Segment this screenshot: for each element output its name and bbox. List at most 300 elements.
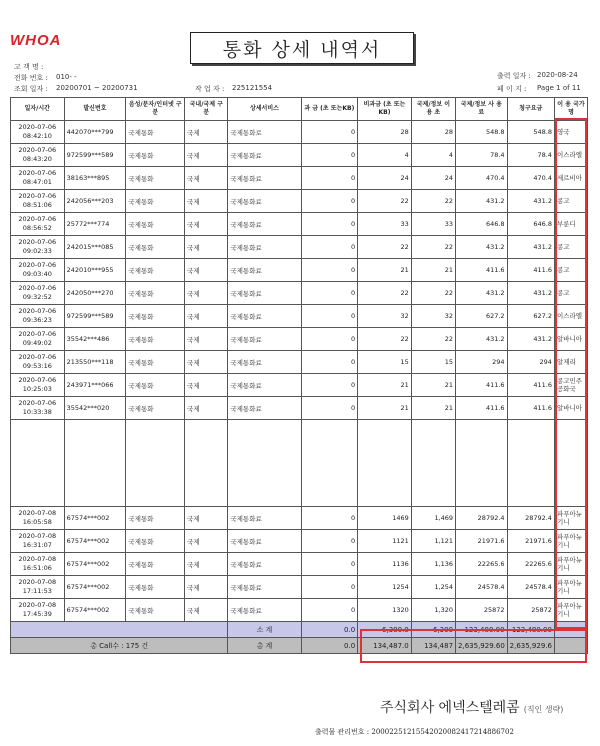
table-row	[11, 397, 588, 420]
country-cell: 이스라엘	[554, 305, 587, 328]
column-header: 과 금 (초 또는KB)	[301, 98, 358, 121]
call-type-cell: 국제통화	[126, 167, 185, 190]
country-cell: 콩고	[554, 259, 587, 282]
service-cell: 국제통화료	[228, 259, 301, 282]
summary-fee: 123,480.00	[456, 622, 508, 638]
call-type-cell: 국제통화	[126, 213, 185, 236]
table-row	[11, 282, 588, 305]
company-name	[380, 697, 563, 717]
intl-fee-cell: 22265.6	[456, 553, 508, 576]
datetime-cell	[11, 553, 65, 576]
table-row	[11, 530, 588, 553]
empty-cell	[507, 420, 554, 507]
charged-cell: 0	[301, 553, 358, 576]
service-cell: 국제통화료	[228, 397, 301, 420]
charged-cell: 0	[301, 282, 358, 305]
call-time: 08:43:20	[22, 155, 52, 163]
call-type-cell: 국제통화	[126, 121, 185, 144]
service-cell: 국제통화료	[228, 328, 301, 351]
call-date: 2020-07-06	[18, 169, 57, 177]
billed-amount-cell: 431.2	[507, 328, 554, 351]
service-cell: 국제통화료	[228, 190, 301, 213]
company-logo: WHOA	[10, 32, 62, 49]
call-date: 2020-07-06	[18, 330, 57, 338]
empty-cell	[11, 622, 228, 638]
intl-fee-cell: 411.6	[456, 397, 508, 420]
caller-number-cell: 38163***895	[64, 167, 126, 190]
domestic-intl-cell: 국제	[185, 305, 228, 328]
call-date: 2020-07-08	[18, 555, 57, 563]
country-cell: 알바니아	[554, 397, 587, 420]
domestic-intl-cell: 국제	[185, 259, 228, 282]
service-cell: 국제통화로	[228, 121, 301, 144]
call-date: 2020-07-08	[18, 509, 57, 517]
billed-amount-cell: 470.4	[507, 167, 554, 190]
domestic-intl-cell: 국제	[185, 576, 228, 599]
table-row	[11, 167, 588, 190]
table-row	[11, 236, 588, 259]
country-cell: 알제리	[554, 351, 587, 374]
domestic-intl-cell: 국제	[185, 599, 228, 622]
uncharged-cell: 24	[358, 167, 412, 190]
billed-amount-cell: 646.8	[507, 213, 554, 236]
intl-fee-cell: 21971.6	[456, 530, 508, 553]
call-type-cell: 국제통화	[126, 190, 185, 213]
charged-cell: 0	[301, 259, 358, 282]
service-cell: 국제통화료	[228, 553, 301, 576]
service-cell: 국제통화료	[228, 374, 301, 397]
table-header-row	[11, 98, 588, 121]
call-date: 2020-07-06	[18, 307, 57, 315]
blank-gap-row	[11, 420, 588, 507]
empty-cell	[11, 420, 65, 507]
country-cell: 파푸아뉴기니	[554, 530, 587, 553]
call-time: 09:36:23	[22, 316, 52, 324]
intl-seconds-cell: 21	[411, 397, 455, 420]
total-row	[11, 638, 588, 654]
charged-cell: 0	[301, 236, 358, 259]
domestic-intl-cell: 국제	[185, 213, 228, 236]
charged-cell: 0	[301, 576, 358, 599]
empty-cell	[456, 420, 508, 507]
call-date: 2020-07-06	[18, 284, 57, 292]
call-date: 2020-07-06	[18, 215, 57, 223]
domestic-intl-cell: 국제	[185, 530, 228, 553]
uncharged-cell: 22	[358, 282, 412, 305]
call-type-cell: 국제통화	[126, 351, 185, 374]
caller-number-cell: 35542***020	[64, 397, 126, 420]
caller-number-cell: 972599***589	[64, 144, 126, 167]
charged-cell: 0	[301, 121, 358, 144]
company-name-text: 주식회사 에넥스텔레콤	[380, 700, 520, 716]
country-cell: 콩고	[554, 282, 587, 305]
service-cell: 국제통화료	[228, 167, 301, 190]
call-type-cell: 국제통화	[126, 374, 185, 397]
datetime-cell	[11, 328, 65, 351]
page-value: Page 1 of 11	[537, 84, 581, 92]
charged-cell: 0	[301, 507, 358, 530]
column-header: 상세서비스	[228, 98, 301, 121]
caller-number-cell: 243971***066	[64, 374, 126, 397]
call-time: 09:02:33	[22, 247, 52, 255]
call-date: 2020-07-06	[18, 399, 57, 407]
uncharged-cell: 4	[358, 144, 412, 167]
call-type-cell: 국제통화	[126, 553, 185, 576]
call-type-cell: 국제통화	[126, 576, 185, 599]
uncharged-cell: 22	[358, 236, 412, 259]
intl-seconds-cell: 1,254	[411, 576, 455, 599]
intl-seconds-cell: 22	[411, 282, 455, 305]
datetime-cell	[11, 236, 65, 259]
period-value: 20200701 ~ 20200731	[56, 84, 138, 92]
datetime-cell	[11, 282, 65, 305]
intl-fee-cell: 431.2	[456, 282, 508, 305]
column-header: 비과금 (초 또는KB)	[358, 98, 412, 121]
call-type-cell: 국제통화	[126, 282, 185, 305]
table-row	[11, 553, 588, 576]
domestic-intl-cell: 국제	[185, 236, 228, 259]
intl-seconds-cell: 22	[411, 236, 455, 259]
call-date: 2020-07-06	[18, 146, 57, 154]
uncharged-cell: 1469	[358, 507, 412, 530]
call-type-cell: 국제통화	[126, 144, 185, 167]
country-cell: 영국	[554, 121, 587, 144]
table-row	[11, 576, 588, 599]
billed-amount-cell: 78.4	[507, 144, 554, 167]
uncharged-cell: 32	[358, 305, 412, 328]
billed-amount-cell: 25872	[507, 599, 554, 622]
uncharged-cell: 1320	[358, 599, 412, 622]
call-date: 2020-07-06	[18, 123, 57, 131]
datetime-cell	[11, 121, 65, 144]
caller-number-cell: 242010***955	[64, 259, 126, 282]
country-cell: 콩고민주공화국	[554, 374, 587, 397]
call-time: 17:45:39	[22, 610, 52, 618]
caller-number-cell: 25772***774	[64, 213, 126, 236]
domestic-intl-cell: 국제	[185, 397, 228, 420]
summary-uncharged: 134,487.0	[358, 638, 412, 654]
call-type-cell: 국제통화	[126, 236, 185, 259]
caller-number-cell: 67574***002	[64, 530, 126, 553]
uncharged-cell: 1121	[358, 530, 412, 553]
billed-amount-cell: 28792.4	[507, 507, 554, 530]
summary-seconds: 6,300	[411, 622, 455, 638]
period-label: 조회 일자 :	[14, 85, 48, 93]
call-time: 16:05:58	[22, 518, 52, 526]
summary-seconds: 134,487	[411, 638, 455, 654]
datetime-cell	[11, 190, 65, 213]
empty-cell	[554, 622, 587, 638]
call-date: 2020-07-06	[18, 376, 57, 384]
summary-uncharged: 6,300.0	[358, 622, 412, 638]
datetime-cell	[11, 374, 65, 397]
empty-cell	[554, 420, 587, 507]
charged-cell: 0	[301, 190, 358, 213]
datetime-cell	[11, 507, 65, 530]
uncharged-cell: 1136	[358, 553, 412, 576]
call-time: 17:11:53	[22, 587, 52, 595]
country-cell: 알바니아	[554, 328, 587, 351]
table-row	[11, 374, 588, 397]
intl-fee-cell: 25872	[456, 599, 508, 622]
subtotal-row	[11, 622, 588, 638]
intl-fee-cell: 411.6	[456, 374, 508, 397]
summary-charged: 0.0	[301, 622, 358, 638]
call-time: 08:56:52	[22, 224, 52, 232]
caller-number-cell: 67574***002	[64, 599, 126, 622]
service-cell: 국제통화료	[228, 236, 301, 259]
call-time: 09:49:02	[22, 339, 52, 347]
empty-cell	[126, 420, 185, 507]
empty-cell	[64, 420, 126, 507]
intl-seconds-cell: 1,121	[411, 530, 455, 553]
intl-seconds-cell: 1,320	[411, 599, 455, 622]
uncharged-cell: 33	[358, 213, 412, 236]
table-row	[11, 190, 588, 213]
table-row	[11, 328, 588, 351]
charged-cell: 0	[301, 599, 358, 622]
call-type-cell: 국제통화	[126, 305, 185, 328]
call-time: 09:32:52	[22, 293, 52, 301]
charged-cell: 0	[301, 397, 358, 420]
column-header: 국내/국제 구분	[185, 98, 228, 121]
call-date: 2020-07-08	[18, 578, 57, 586]
billed-amount-cell: 411.6	[507, 397, 554, 420]
caller-number-cell: 67574***002	[64, 507, 126, 530]
intl-fee-cell: 646.8	[456, 213, 508, 236]
caller-number-cell: 35542***486	[64, 328, 126, 351]
billed-amount-cell: 431.2	[507, 282, 554, 305]
billed-amount-cell: 21971.6	[507, 530, 554, 553]
intl-fee-cell: 78.4	[456, 144, 508, 167]
billed-amount-cell: 411.6	[507, 259, 554, 282]
job-value: 225121554	[232, 84, 273, 92]
call-date: 2020-07-08	[18, 532, 57, 540]
charged-cell: 0	[301, 351, 358, 374]
column-header: 국제/정보 이 용 초	[411, 98, 455, 121]
billed-amount-cell: 294	[507, 351, 554, 374]
service-cell: 국제통화료	[228, 530, 301, 553]
country-cell: 세르비아	[554, 167, 587, 190]
charged-cell: 0	[301, 305, 358, 328]
column-header: 음성/문자/인터넷 구분	[126, 98, 185, 121]
call-date: 2020-07-08	[18, 601, 57, 609]
intl-seconds-cell: 21	[411, 259, 455, 282]
domestic-intl-cell: 국제	[185, 507, 228, 530]
service-cell: 국제통화료	[228, 282, 301, 305]
call-time: 09:53:16	[22, 362, 52, 370]
intl-seconds-cell: 1,136	[411, 553, 455, 576]
billed-amount-cell: 411.6	[507, 374, 554, 397]
call-date: 2020-07-06	[18, 238, 57, 246]
summary-billed: 123,480.00	[507, 622, 554, 638]
column-header: 이 용 국가명	[554, 98, 587, 121]
domestic-intl-cell: 국제	[185, 351, 228, 374]
table-row	[11, 259, 588, 282]
page-label: 페 이 지 :	[497, 85, 527, 93]
billed-amount-cell: 548.8	[507, 121, 554, 144]
footer	[315, 727, 514, 737]
intl-fee-cell: 470.4	[456, 167, 508, 190]
print-date-value: 2020-08-24	[537, 71, 578, 79]
intl-seconds-cell: 33	[411, 213, 455, 236]
country-cell: 파푸아뉴기니	[554, 507, 587, 530]
empty-cell	[185, 420, 228, 507]
table-row	[11, 305, 588, 328]
uncharged-cell: 21	[358, 259, 412, 282]
summary-label: 총 계	[228, 638, 301, 654]
datetime-cell	[11, 259, 65, 282]
table-row	[11, 599, 588, 622]
billed-amount-cell: 24578.4	[507, 576, 554, 599]
call-date: 2020-07-06	[18, 353, 57, 361]
service-cell: 국제통화료	[228, 507, 301, 530]
call-detail-table	[10, 97, 588, 654]
call-type-cell: 국제통화	[126, 507, 185, 530]
datetime-cell	[11, 397, 65, 420]
call-time: 10:25:03	[22, 385, 52, 393]
intl-seconds-cell: 4	[411, 144, 455, 167]
call-type-cell: 국제통화	[126, 599, 185, 622]
phone-value: 010- -	[56, 73, 77, 81]
column-header: 청구요금	[507, 98, 554, 121]
call-time: 16:31:07	[22, 541, 52, 549]
footer-control-number: 20002251215542020082417214886702	[371, 728, 514, 736]
footer-label: 출력물 관리번호 :	[315, 728, 370, 736]
datetime-cell	[11, 167, 65, 190]
phone-label: 전화 번호 :	[14, 74, 48, 82]
intl-seconds-cell: 32	[411, 305, 455, 328]
intl-seconds-cell: 1,469	[411, 507, 455, 530]
billed-amount-cell: 22265.6	[507, 553, 554, 576]
uncharged-cell: 22	[358, 328, 412, 351]
call-time: 08:51:06	[22, 201, 52, 209]
intl-seconds-cell: 24	[411, 167, 455, 190]
summary-fee: 2,635,929.60	[456, 638, 508, 654]
uncharged-cell: 28	[358, 121, 412, 144]
domestic-intl-cell: 국제	[185, 121, 228, 144]
call-time: 08:47:01	[22, 178, 52, 186]
intl-seconds-cell: 22	[411, 328, 455, 351]
datetime-cell	[11, 530, 65, 553]
total-calls-cell: 총 Call수 : 175 건	[11, 638, 228, 654]
domestic-intl-cell: 국제	[185, 374, 228, 397]
caller-number-cell: 972599***589	[64, 305, 126, 328]
call-date: 2020-07-06	[18, 261, 57, 269]
intl-fee-cell: 411.6	[456, 259, 508, 282]
call-time: 16:51:06	[22, 564, 52, 572]
summary-billed: 2,635,929.6	[507, 638, 554, 654]
intl-seconds-cell: 15	[411, 351, 455, 374]
billed-amount-cell: 627.2	[507, 305, 554, 328]
table-row	[11, 351, 588, 374]
domestic-intl-cell: 국제	[185, 167, 228, 190]
datetime-cell	[11, 599, 65, 622]
country-cell: 파푸아뉴기니	[554, 576, 587, 599]
call-time: 09:03:40	[22, 270, 52, 278]
customer-label: 고 객 명 :	[14, 63, 44, 71]
summary-charged: 0.0	[301, 638, 358, 654]
charged-cell: 0	[301, 328, 358, 351]
print-date-label: 출력 일자 :	[497, 72, 531, 80]
service-cell: 국제통화료	[228, 599, 301, 622]
charged-cell: 0	[301, 144, 358, 167]
domestic-intl-cell: 국제	[185, 328, 228, 351]
empty-cell	[228, 420, 301, 507]
document-title: 통화 상세 내역서	[190, 32, 414, 64]
domestic-intl-cell: 국제	[185, 553, 228, 576]
service-cell: 국제통화료	[228, 144, 301, 167]
intl-fee-cell: 24578.4	[456, 576, 508, 599]
intl-seconds-cell: 21	[411, 374, 455, 397]
uncharged-cell: 22	[358, 190, 412, 213]
domestic-intl-cell: 국제	[185, 282, 228, 305]
call-type-cell: 국제통화	[126, 530, 185, 553]
column-header: 일자/시간	[11, 98, 65, 121]
charged-cell: 0	[301, 530, 358, 553]
intl-fee-cell: 431.2	[456, 328, 508, 351]
uncharged-cell: 21	[358, 397, 412, 420]
service-cell: 국제통화료	[228, 351, 301, 374]
domestic-intl-cell: 국제	[185, 190, 228, 213]
uncharged-cell: 21	[358, 374, 412, 397]
charged-cell: 0	[301, 213, 358, 236]
datetime-cell	[11, 144, 65, 167]
call-type-cell: 국제통화	[126, 259, 185, 282]
datetime-cell	[11, 576, 65, 599]
intl-fee-cell: 294	[456, 351, 508, 374]
seal-omitted-note: (직인 생략)	[523, 705, 564, 714]
country-cell: 파푸아뉴기니	[554, 599, 587, 622]
billed-amount-cell: 431.2	[507, 236, 554, 259]
country-cell: 콩고	[554, 236, 587, 259]
empty-cell	[301, 420, 358, 507]
country-cell: 파푸아뉴기니	[554, 553, 587, 576]
caller-number-cell: 242015***085	[64, 236, 126, 259]
empty-cell	[554, 638, 587, 654]
table-row	[11, 213, 588, 236]
datetime-cell	[11, 305, 65, 328]
country-cell: 이스라엘	[554, 144, 587, 167]
caller-number-cell: 213550***118	[64, 351, 126, 374]
call-type-cell: 국제통화	[126, 328, 185, 351]
table-row	[11, 144, 588, 167]
intl-fee-cell: 28792.4	[456, 507, 508, 530]
caller-number-cell: 67574***002	[64, 553, 126, 576]
table-row	[11, 507, 588, 530]
caller-number-cell: 242056***203	[64, 190, 126, 213]
intl-seconds-cell: 22	[411, 190, 455, 213]
column-header: 발신번호	[64, 98, 126, 121]
country-cell: 콩고	[554, 190, 587, 213]
uncharged-cell: 15	[358, 351, 412, 374]
table-row	[11, 121, 588, 144]
billed-amount-cell: 431.2	[507, 190, 554, 213]
caller-number-cell: 242050***270	[64, 282, 126, 305]
intl-fee-cell: 431.2	[456, 236, 508, 259]
charged-cell: 0	[301, 167, 358, 190]
charged-cell: 0	[301, 374, 358, 397]
service-cell: 국제통화료	[228, 213, 301, 236]
empty-cell	[358, 420, 412, 507]
intl-fee-cell: 627.2	[456, 305, 508, 328]
call-time: 10:33:38	[22, 408, 52, 416]
domestic-intl-cell: 국제	[185, 144, 228, 167]
uncharged-cell: 1254	[358, 576, 412, 599]
job-label: 작 업 자 :	[195, 85, 225, 93]
caller-number-cell: 67574***002	[64, 576, 126, 599]
call-date: 2020-07-06	[18, 192, 57, 200]
